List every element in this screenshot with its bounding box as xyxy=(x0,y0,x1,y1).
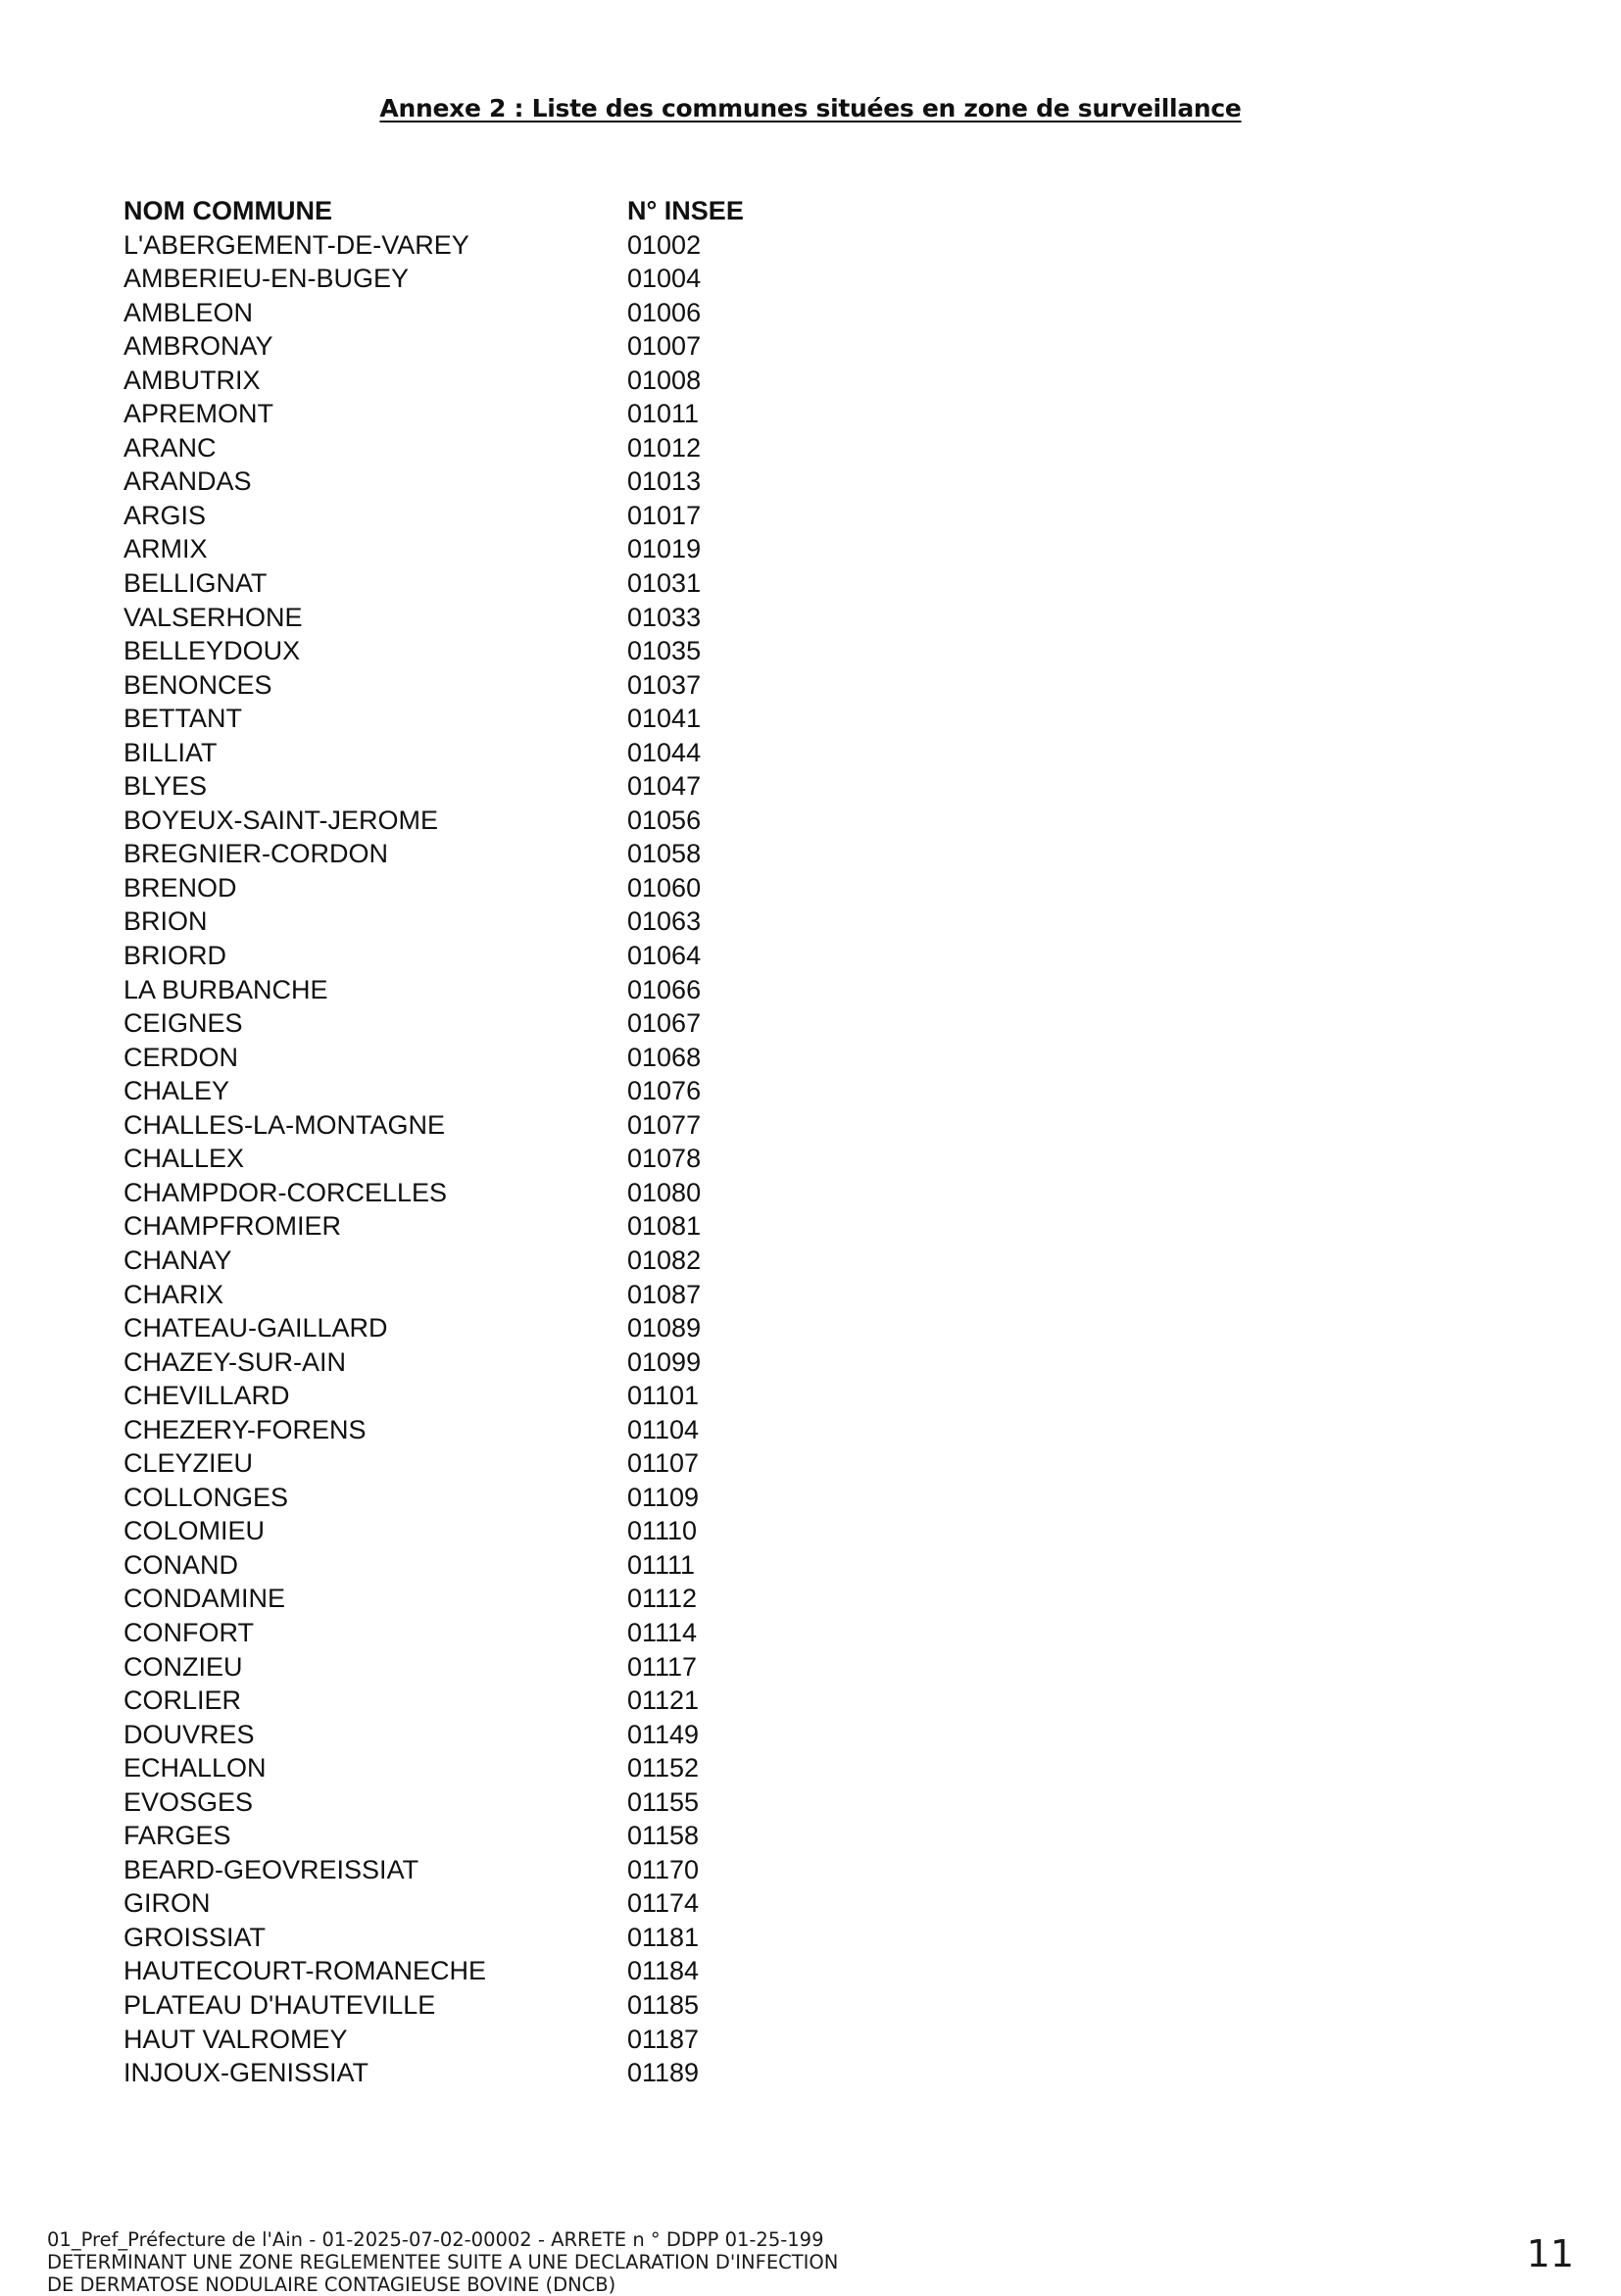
insee-code: 01187 xyxy=(627,2024,700,2054)
table-row xyxy=(123,1244,810,1278)
commune-name: BLYES xyxy=(123,771,208,802)
commune-name: CHATEAU-GAILLARD xyxy=(123,1313,388,1343)
commune-name: PLATEAU D'HAUTEVILLE xyxy=(123,1989,436,2020)
table-row xyxy=(123,1345,810,1380)
commune-name: CERDON xyxy=(123,1042,239,1072)
commune-name: L'ABERGEMENT-DE-VAREY xyxy=(123,229,469,260)
insee-code: 01063 xyxy=(627,906,702,937)
commune-name: CHANAY xyxy=(123,1245,232,1275)
table-row xyxy=(123,1582,810,1616)
commune-name: AMBLEON xyxy=(123,297,254,327)
insee-code: 01114 xyxy=(627,1617,698,1647)
commune-name: INJOUX-GENISSIAT xyxy=(123,2058,369,2088)
insee-code: 01158 xyxy=(627,1821,700,1851)
commune-name: EVOSGES xyxy=(123,1786,254,1817)
commune-name: BELLEYDOUX xyxy=(123,636,301,666)
commune-name: ARMIX xyxy=(123,534,208,564)
table-row xyxy=(123,702,810,736)
commune-name: CEIGNES xyxy=(123,1008,243,1039)
document-footer xyxy=(47,2228,1125,2296)
table-row xyxy=(123,601,810,635)
insee-code: 01110 xyxy=(627,1516,698,1546)
table-row xyxy=(123,1718,810,1752)
table-row xyxy=(123,634,810,668)
insee-code: 01107 xyxy=(627,1448,700,1479)
commune-name: CHEVILLARD xyxy=(123,1381,290,1411)
insee-code: 01017 xyxy=(627,500,702,530)
table-row xyxy=(123,1616,810,1650)
insee-code: 01099 xyxy=(627,1346,702,1377)
communes-table xyxy=(123,194,810,2090)
commune-name: BREGNIER-CORDON xyxy=(123,839,389,869)
table-row xyxy=(123,566,810,601)
commune-name: AMBERIEU-EN-BUGEY xyxy=(123,264,410,294)
table-row xyxy=(123,1413,810,1447)
commune-name: BOYEUX-SAINT-JEROME xyxy=(123,805,439,835)
table-body xyxy=(123,228,810,2090)
table-row xyxy=(123,1751,810,1785)
insee-code: 01033 xyxy=(627,602,702,632)
insee-code: 01155 xyxy=(627,1786,700,1817)
table-row xyxy=(123,1548,810,1583)
header-nom-commune: NOM COMMUNE xyxy=(123,196,332,225)
table-row xyxy=(123,1142,810,1176)
commune-name: LA BURBANCHE xyxy=(123,974,328,1004)
table-row xyxy=(123,1209,810,1244)
commune-name: BILLIAT xyxy=(123,737,218,767)
footer-line-1: 01_Pref_Préfecture de l'Ain - 01-2025-07-02-00002 - ARRETE n ° DDPP 01-25-199 xyxy=(47,2228,824,2251)
footer-line-2: DETERMINANT UNE ZONE REGLEMENTEE SUITE A UNE DECLARATION D'INFECTION xyxy=(47,2251,839,2273)
table-row xyxy=(123,769,810,804)
commune-name: GIRON xyxy=(123,1888,211,1919)
table-row xyxy=(123,1176,810,1210)
insee-code: 01189 xyxy=(627,2058,700,2088)
commune-name: ARANC xyxy=(123,432,217,463)
table-row xyxy=(123,736,810,770)
commune-name: CONAND xyxy=(123,1549,239,1580)
table-row xyxy=(123,1379,810,1413)
commune-name: ECHALLON xyxy=(123,1753,267,1783)
commune-name: CORLIER xyxy=(123,1685,242,1716)
insee-code: 01007 xyxy=(627,331,702,362)
insee-code: 01037 xyxy=(627,669,702,700)
header-insee: N° INSEE xyxy=(627,196,744,225)
insee-code: 01060 xyxy=(627,872,702,903)
insee-code: 01031 xyxy=(627,568,702,599)
table-row xyxy=(123,1988,810,2023)
insee-code: 01080 xyxy=(627,1177,702,1207)
table-row xyxy=(123,939,810,973)
commune-name: GROISSIAT xyxy=(123,1922,267,1952)
insee-code: 01044 xyxy=(627,737,702,767)
insee-code: 01112 xyxy=(627,1584,698,1614)
table-row xyxy=(123,1785,810,1820)
commune-name: BRIORD xyxy=(123,941,227,971)
commune-name: BRENOD xyxy=(123,872,237,903)
insee-code: 01111 xyxy=(627,1549,696,1580)
insee-code: 01068 xyxy=(627,1042,702,1072)
table-row xyxy=(123,431,810,465)
commune-name: CHALEY xyxy=(123,1076,230,1106)
table-row xyxy=(123,1954,810,1988)
commune-name: DOUVRES xyxy=(123,1719,255,1749)
table-row xyxy=(123,1108,810,1143)
commune-name: COLLONGES xyxy=(123,1482,289,1512)
insee-code: 01019 xyxy=(627,534,702,564)
commune-name: CHAZEY-SUR-AIN xyxy=(123,1346,347,1377)
commune-name: FARGES xyxy=(123,1821,231,1851)
commune-name: ARANDAS xyxy=(123,466,252,497)
table-row xyxy=(123,1853,810,1887)
commune-name: HAUT VALROMEY xyxy=(123,2024,348,2054)
insee-code: 01081 xyxy=(627,1211,702,1242)
commune-name: CONZIEU xyxy=(123,1651,243,1682)
insee-code: 01011 xyxy=(627,399,700,429)
table-row xyxy=(123,499,810,533)
insee-code: 01109 xyxy=(627,1482,700,1512)
insee-code: 01076 xyxy=(627,1076,702,1106)
commune-name: CHAMPDOR-CORCELLES xyxy=(123,1177,448,1207)
commune-name: CONDAMINE xyxy=(123,1584,286,1614)
insee-code: 01035 xyxy=(627,636,702,666)
table-row xyxy=(123,296,810,330)
insee-code: 01013 xyxy=(627,466,702,497)
commune-name: CHAMPFROMIER xyxy=(123,1211,341,1242)
table-header-row xyxy=(123,194,810,228)
insee-code: 01149 xyxy=(627,1719,700,1749)
commune-name: HAUTECOURT-ROMANECHE xyxy=(123,1956,487,1986)
table-row xyxy=(123,1481,810,1515)
commune-name: BRION xyxy=(123,906,208,937)
table-row xyxy=(123,973,810,1007)
table-row xyxy=(123,262,810,296)
page-number: 11 xyxy=(1526,2232,1574,2275)
commune-name: AMBUTRIX xyxy=(123,365,261,395)
commune-name: COLOMIEU xyxy=(123,1516,266,1546)
insee-code: 01101 xyxy=(627,1381,700,1411)
table-row xyxy=(123,1041,810,1075)
insee-code: 01047 xyxy=(627,771,702,802)
table-row xyxy=(123,364,810,398)
table-row xyxy=(123,228,810,263)
table-row xyxy=(123,329,810,364)
insee-code: 01041 xyxy=(627,704,702,734)
commune-name: APREMONT xyxy=(123,399,274,429)
table-row xyxy=(123,2056,810,2090)
commune-name: CHALLES-LA-MONTAGNE xyxy=(123,1109,446,1140)
table-row xyxy=(123,1886,810,1921)
table-row xyxy=(123,1006,810,1041)
annex-title: Annexe 2 : Liste des communes situées en zone de surveillance xyxy=(379,94,1242,122)
insee-code: 01152 xyxy=(627,1753,700,1783)
table-row xyxy=(123,837,810,871)
insee-code: 01006 xyxy=(627,297,702,327)
commune-name: BELLIGNAT xyxy=(123,568,268,599)
table-row xyxy=(123,397,810,431)
table-row xyxy=(123,804,810,838)
insee-code: 01012 xyxy=(627,432,702,463)
insee-code: 01174 xyxy=(627,1888,700,1919)
table-row xyxy=(123,1650,810,1685)
table-row xyxy=(123,1446,810,1481)
insee-code: 01067 xyxy=(627,1008,702,1039)
insee-code: 01066 xyxy=(627,974,702,1004)
insee-code: 01077 xyxy=(627,1109,702,1140)
insee-code: 01121 xyxy=(627,1685,700,1716)
insee-code: 01082 xyxy=(627,1245,702,1275)
commune-name: CLEYZIEU xyxy=(123,1448,254,1479)
table-row xyxy=(123,1311,810,1345)
commune-name: AMBRONAY xyxy=(123,331,273,362)
table-row xyxy=(123,904,810,939)
insee-code: 01087 xyxy=(627,1279,702,1309)
table-row xyxy=(123,1819,810,1853)
insee-code: 01058 xyxy=(627,839,702,869)
table-row xyxy=(123,2023,810,2057)
insee-code: 01064 xyxy=(627,941,702,971)
insee-code: 01078 xyxy=(627,1144,702,1174)
insee-code: 01002 xyxy=(627,229,702,260)
commune-name: CONFORT xyxy=(123,1617,254,1647)
commune-name: CHARIX xyxy=(123,1279,224,1309)
insee-code: 01184 xyxy=(627,1956,700,1986)
insee-code: 01008 xyxy=(627,365,702,395)
commune-name: BETTANT xyxy=(123,704,242,734)
table-row xyxy=(123,464,810,499)
table-row xyxy=(123,1684,810,1718)
insee-code: 01104 xyxy=(627,1414,700,1444)
commune-name: CHALLEX xyxy=(123,1144,245,1174)
insee-code: 01181 xyxy=(627,1922,700,1952)
table-row xyxy=(123,532,810,566)
footer-line-3: DE DERMATOSE NODULAIRE CONTAGIEUSE BOVINE (DNCB) xyxy=(47,2273,616,2296)
commune-name: VALSERHONE xyxy=(123,602,303,632)
insee-code: 01170 xyxy=(627,1854,700,1884)
table-row xyxy=(123,871,810,905)
table-row xyxy=(123,1074,810,1108)
table-row xyxy=(123,668,810,703)
table-row xyxy=(123,1278,810,1312)
insee-code: 01004 xyxy=(627,264,702,294)
commune-name: BENONCES xyxy=(123,669,272,700)
table-row xyxy=(123,1921,810,1955)
insee-code: 01089 xyxy=(627,1313,702,1343)
commune-name: BEARD-GEOVREISSIAT xyxy=(123,1854,419,1884)
table-row xyxy=(123,1514,810,1548)
commune-name: CHEZERY-FORENS xyxy=(123,1414,367,1444)
insee-code: 01117 xyxy=(627,1651,698,1682)
insee-code: 01185 xyxy=(627,1989,700,2020)
commune-name: ARGIS xyxy=(123,500,207,530)
insee-code: 01056 xyxy=(627,805,702,835)
